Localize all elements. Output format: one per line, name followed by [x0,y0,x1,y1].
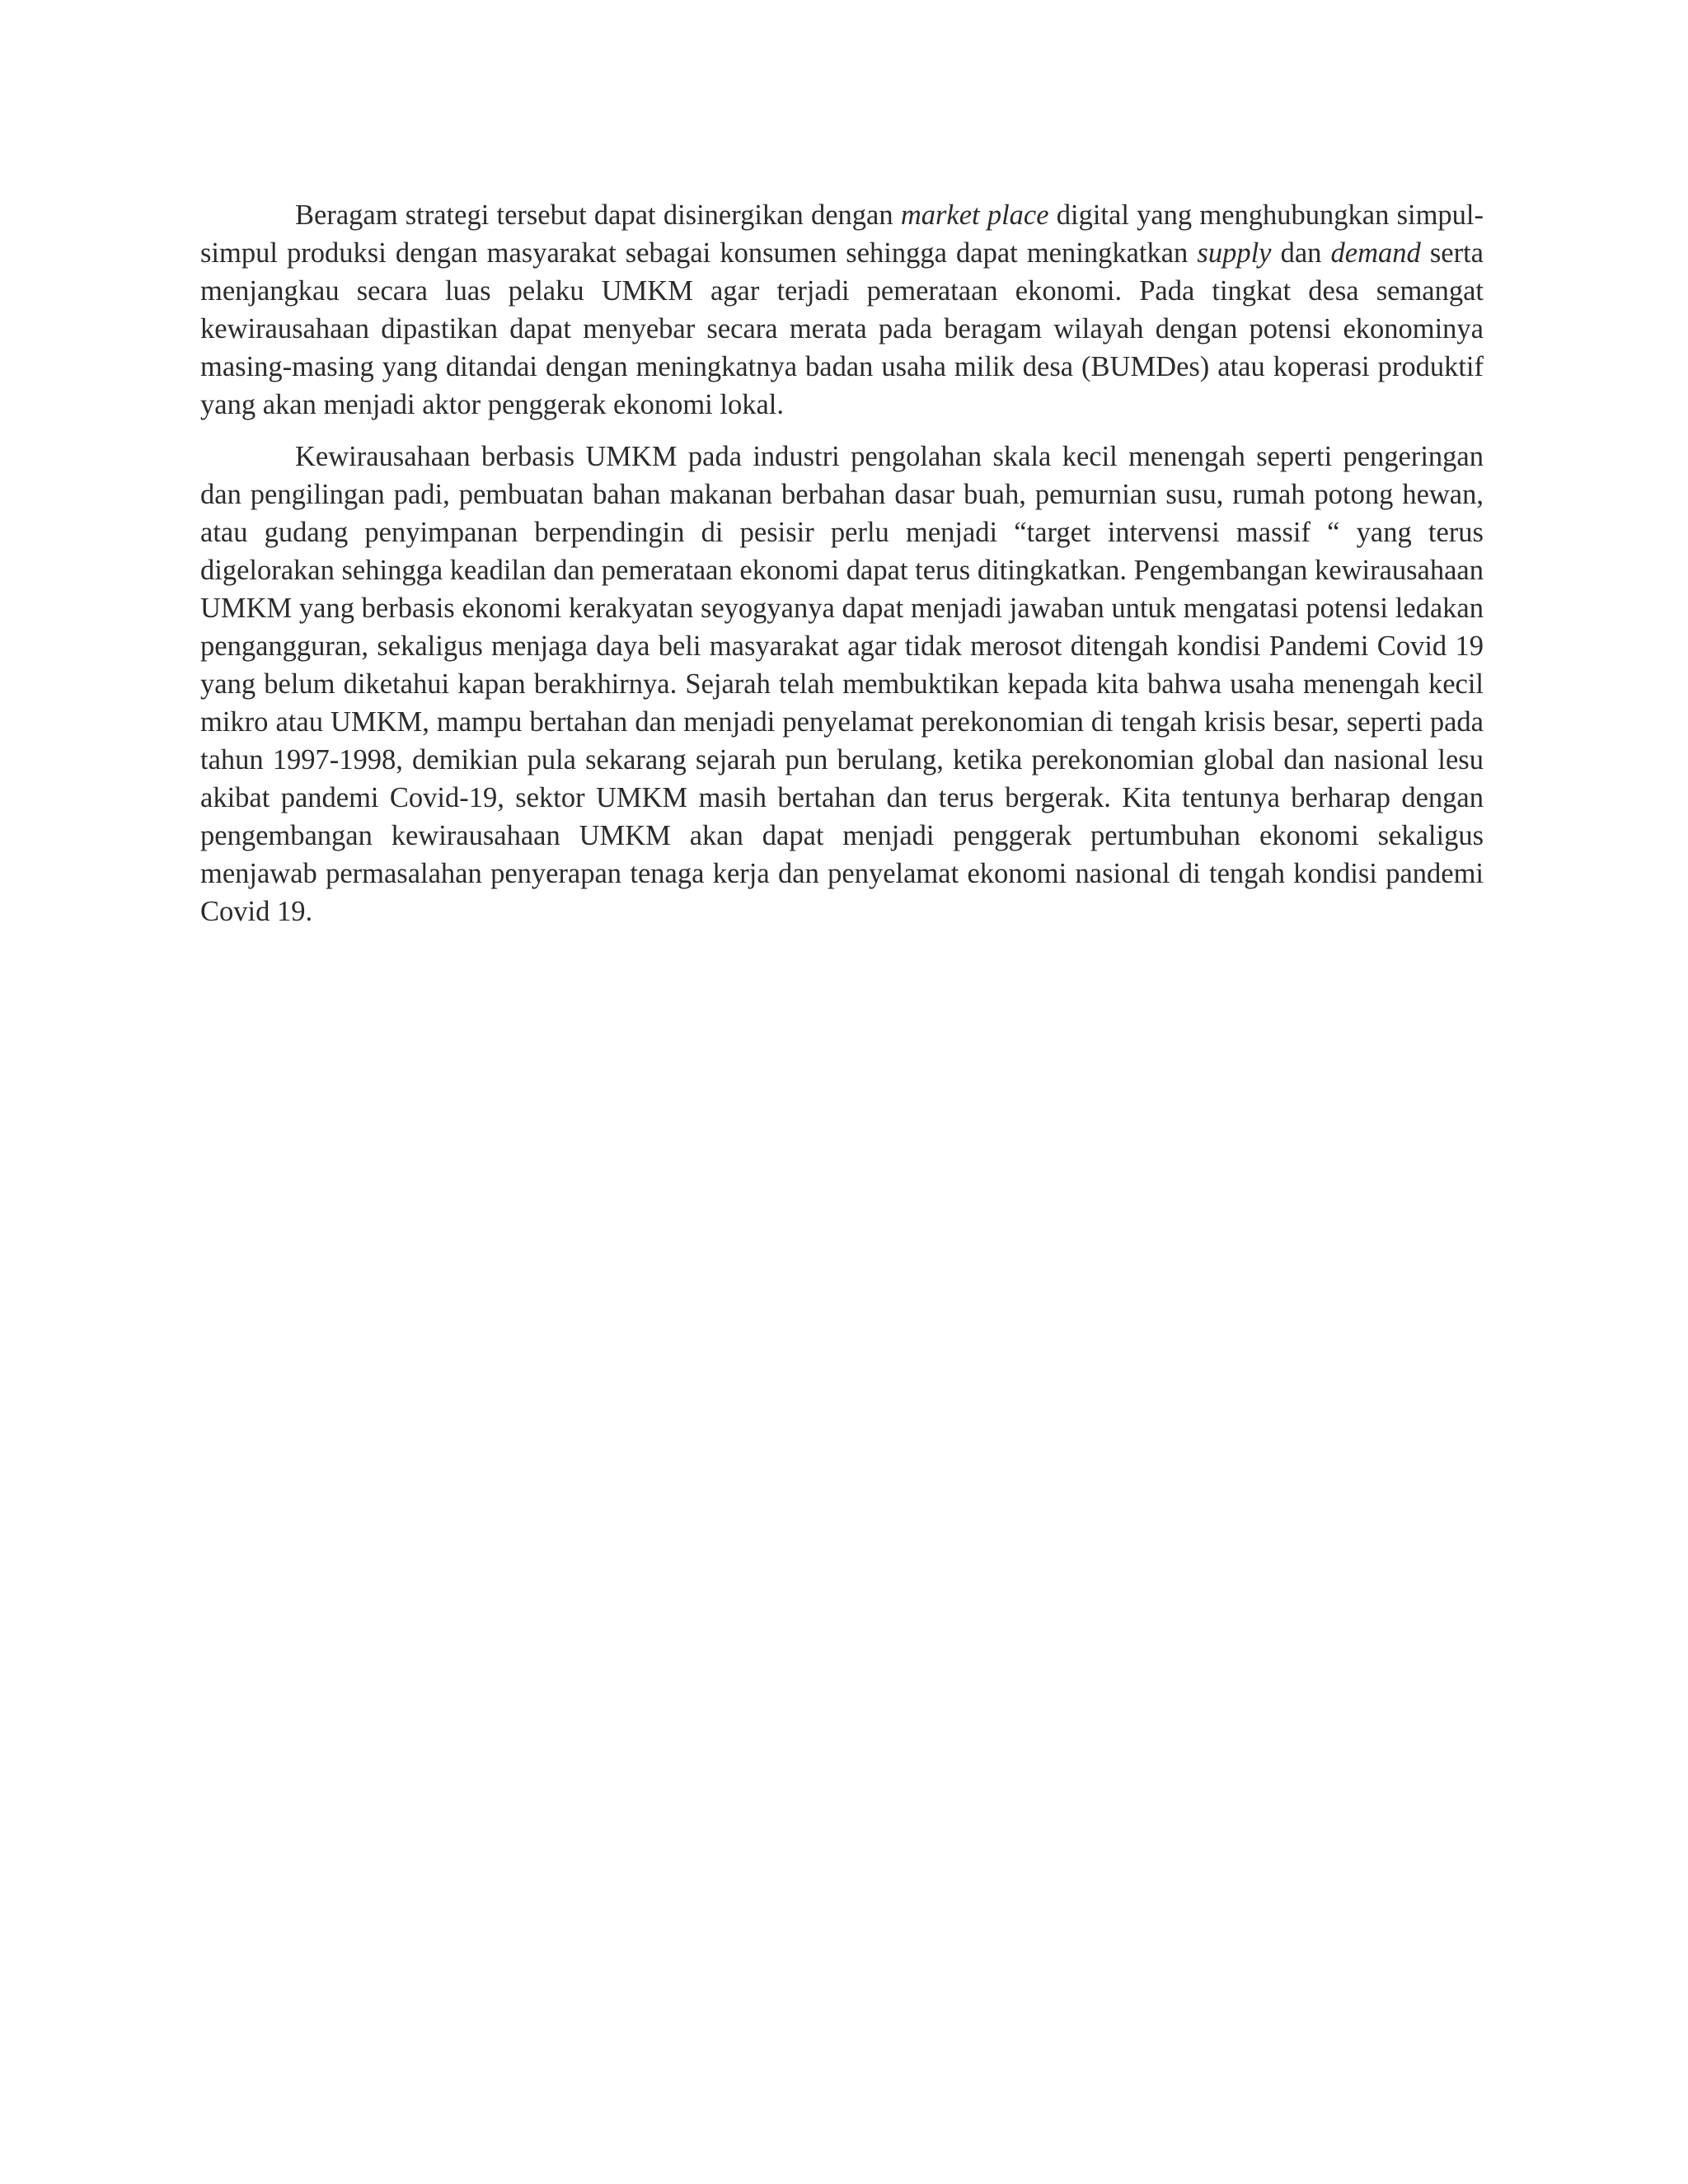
paragraph-1-text-a: Beragam strategi tersebut dapat disinergikan dengan [295,199,901,231]
paragraph-1-text-c: dan [1271,237,1331,269]
body-text [200,196,1484,930]
italic-term-demand: demand [1330,237,1421,269]
paragraph-1-text-b: digital yang menghubungkan simpul-simpul produksi dengan masyarakat sebagai konsumen sehingga dapat meningkatkan [200,199,1484,269]
italic-term-market-place: market place [900,199,1049,231]
paragraph-1 [200,196,1484,424]
italic-term-supply: supply [1197,237,1272,269]
paragraph-2: Kewirausahaan berbasis UMKM pada industri pengolahan skala kecil menengah seperti pengeringan dan pengilingan padi, pembuatan bahan makanan berbahan dasar buah, pemurnian susu, rumah potong hewan, atau gudang penyimpanan berpendingin di pesisir perlu menjadi “target intervensi massif “ yang terus digelorakan sehingga keadilan dan pemerataan ekonomi dapat terus ditingkatkan. Pengembangan kewirausahaan UMKM yang berbasis ekonomi kerakyatan seyogyanya dapat menjadi jawaban untuk mengatasi potensi ledakan pengangguran, sekaligus menjaga daya beli masyarakat agar tidak merosot ditengah kondisi Pandemi Covid 19 yang belum diketahui kapan berakhirnya. Sejarah telah membuktikan kepada kita bahwa usaha menengah kecil mikro atau UMKM, mampu bertahan dan menjadi penyelamat perekonomian di tengah krisis besar, seperti pada tahun 1997-1998, demikian pula sekarang sejarah pun berulang, ketika perekonomian global dan nasional lesu akibat pandemi Covid-19, sektor UMKM masih bertahan dan terus bergerak. Kita tentunya berharap dengan pengembangan kewirausahaan UMKM akan dapat menjadi penggerak pertumbuhan ekonomi sekaligus menjawab permasalahan penyerapan tenaga kerja dan penyelamat ekonomi nasional di tengah kondisi pandemi Covid 19. [200,441,1484,927]
paragraph-1-text-d: serta menjangkau secara luas pelaku UMKM agar terjadi pemerataan ekonomi. Pada tingkat desa semangat kewirausahaan dipastikan dapat menyebar secara merata pada beragam wilayah dengan potensi ekonominya masing-masing yang ditandai dengan meningkatnya badan usaha milik desa (BUMDes) atau koperasi produktif yang akan menjadi aktor penggerak ekonomi lokal. [200,237,1484,420]
